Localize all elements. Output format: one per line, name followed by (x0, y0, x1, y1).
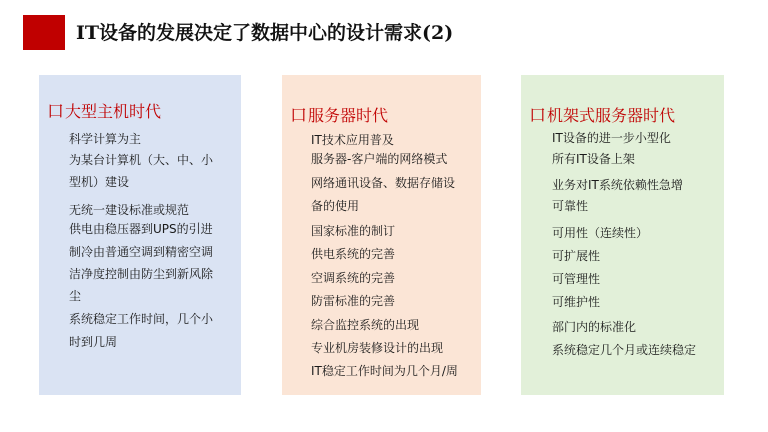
checkbox-square-icon: 口 (47, 102, 64, 122)
list-item: 时到几周 (69, 335, 118, 349)
list-item: 空调系统的完善 (311, 271, 396, 285)
list-item: 制冷由普通空调到精密空调 (69, 245, 214, 259)
list-item: 服务器-客户端的网络模式 (311, 152, 448, 166)
list-item: 系统稳定工作时间，几个小 (69, 312, 214, 326)
column-heading (47, 102, 161, 122)
list-item: 专业机房装修设计的出现 (311, 341, 444, 355)
list-item: 供电系统的完善 (311, 247, 396, 261)
list-item: IT技术应用普及 (311, 133, 394, 147)
list-item: 部门内的标准化 (552, 320, 637, 334)
list-item: 系统稳定几个月或连续稳定 (552, 343, 697, 357)
column-heading-text: 机架式服务器时代 (547, 106, 676, 125)
list-item: 防雷标准的完善 (311, 294, 396, 308)
column-heading (529, 106, 675, 126)
list-item: 洁净度控制由防尘到新风除 (69, 267, 214, 281)
list-item: 所有IT设备上架 (552, 152, 635, 166)
list-item: 科学计算为主 (69, 132, 142, 146)
list-item: 网络通讯设备、数据存储设 (311, 176, 456, 190)
list-item: 备的使用 (311, 199, 360, 213)
list-item: 可维护性 (552, 295, 601, 309)
column-rack-server-era (521, 75, 724, 395)
list-item: IT设备的进一步小型化 (552, 131, 671, 145)
list-item: 综合监控系统的出现 (311, 318, 420, 332)
title-accent-block (23, 15, 65, 50)
list-item: 可用性（连续性） (552, 226, 649, 240)
column-server-era (282, 75, 481, 395)
checkbox-square-icon: 口 (529, 106, 546, 126)
list-item: 型机）建设 (69, 175, 130, 189)
list-item: 尘 (69, 289, 82, 303)
column-heading (290, 106, 388, 126)
list-item: 可管理性 (552, 272, 601, 286)
list-item: 业务对IT系统依赖性急增 (552, 178, 683, 192)
column-heading-text: 服务器时代 (308, 106, 389, 125)
column-mainframe-era (39, 75, 241, 395)
checkbox-square-icon: 口 (290, 106, 307, 126)
list-item: 无统一建设标准或规范 (69, 203, 190, 217)
list-item: 可扩展性 (552, 249, 601, 263)
list-item: IT稳定工作时间为几个月/周 (311, 364, 458, 378)
list-item: 为某台计算机（大、中、小 (69, 153, 214, 167)
column-heading-text: 大型主机时代 (65, 102, 162, 121)
list-item: 供电由稳压器到UPS的引进 (69, 222, 213, 236)
slide-title: IT设备的发展决定了数据中心的设计需求(2) (76, 22, 454, 44)
list-item: 可靠性 (552, 199, 589, 213)
list-item: 国家标准的制订 (311, 224, 396, 238)
